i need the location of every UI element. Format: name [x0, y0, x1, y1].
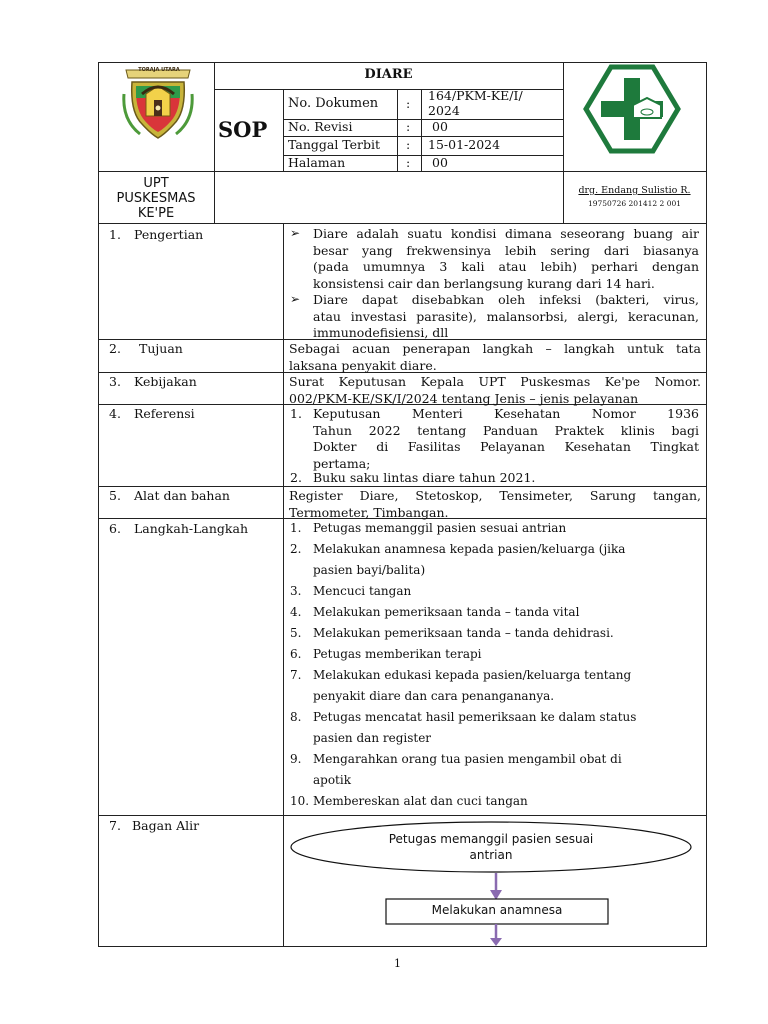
step-text: Melakukan edukasi kepada pasien/keluarga tentang	[313, 668, 632, 682]
step-number: 3.	[290, 584, 302, 598]
referensi-item-1	[313, 406, 699, 472]
flow-node-1-text	[290, 831, 692, 863]
text-line: Tahun 2022 tentang Panduan Praktek klinis bagi	[313, 422, 699, 438]
referensi-item-num: 2.	[290, 470, 302, 485]
table-border-top	[98, 62, 707, 63]
step-number: 8.	[290, 710, 302, 724]
text-line: pertama;	[313, 455, 371, 471]
signer-nip: 19750726 201412 2 001	[587, 199, 682, 208]
step-text: pasien bayi/balita)	[313, 563, 426, 577]
institution-line-3: KE'PE	[137, 206, 175, 221]
institution-line-1: UPT	[143, 176, 169, 191]
section-num: 3.	[109, 374, 121, 389]
row-rule-0	[98, 223, 707, 224]
section-label-bagan: Bagan Alir	[132, 818, 200, 833]
step-number: 4.	[290, 605, 302, 619]
step-text: Petugas memanggil pasien sesuai antrian	[313, 521, 567, 535]
step-text: Membereskan alat dan cuci tangan	[313, 794, 528, 808]
text-line: besar yang frekwensinya lebih sering dari biasanya	[313, 242, 699, 258]
referensi-item-2: Buku saku lintas diare tahun 2021.	[313, 470, 536, 485]
step-number: 6.	[290, 647, 302, 661]
field-value-dokumen-2: 2024	[428, 103, 460, 118]
section-num: 1.	[109, 227, 121, 242]
text-line: atau investasi parasite), malansorbsi, alergi, keracunan,	[313, 308, 699, 324]
step-text: penyakit diare dan cara penangananya.	[313, 689, 555, 703]
text-line: laksana penyakit diare.	[289, 357, 437, 373]
text-line: 002/PKM-KE/SK/I/2024 tentang Jenis – jenis pelayanan	[289, 390, 639, 406]
step-text: Melakukan pemeriksaan tanda – tanda vital	[313, 605, 580, 619]
section-num: 2.	[109, 341, 121, 356]
text-line: (pada umumnya 3 kali atau lebih) perhari dengan	[313, 259, 699, 274]
section-label-kebijakan: Kebijakan	[134, 374, 197, 389]
step-text: Petugas mencatat hasil pemeriksaan ke dalam status	[313, 710, 637, 724]
section-label-tujuan: Tujuan	[139, 341, 183, 356]
referensi-item-num: 1.	[290, 406, 302, 421]
field-label-dokumen: No. Dokumen	[288, 96, 379, 111]
header-divider-colon	[421, 89, 422, 171]
field-sep-halaman: :	[406, 155, 411, 170]
section-num: 7.	[109, 818, 121, 833]
field-label-revisi: No. Revisi	[288, 119, 353, 134]
pengertian-paragraph-1	[313, 226, 699, 292]
text-line: konsistensi cair dan berlangsung kurang dari 14 hari.	[313, 275, 655, 291]
field-sep-terbit: :	[406, 137, 411, 152]
step-number: 10.	[290, 794, 310, 808]
section-num: 5.	[109, 488, 121, 503]
text-line: Diare adalah suatu kondisi dimana seseorang buang air	[313, 226, 699, 241]
step-number: 5.	[290, 626, 302, 640]
sop-label: SOP	[218, 117, 268, 142]
step-number: 7.	[290, 668, 302, 682]
header-divider-sop	[283, 89, 284, 171]
section-label-alat: Alat dan bahan	[134, 488, 230, 503]
section-label-langkah: Langkah-Langkah	[134, 521, 248, 536]
kebijakan-text	[289, 374, 701, 407]
field-value-halaman: 00	[432, 155, 448, 170]
text-line: Dokter di Fasilitas Pelayanan Kesehatan Tingkat	[313, 439, 699, 454]
header-divider-1	[214, 62, 215, 223]
pengertian-paragraph-2	[313, 292, 699, 342]
step-text: Mengarahkan orang tua pasien mengambil obat di	[313, 752, 622, 766]
section-num: 6.	[109, 521, 121, 536]
text-line: antrian	[469, 848, 513, 862]
institution-name	[98, 176, 214, 221]
step-text: Mencuci tangan	[313, 584, 412, 598]
field-label-halaman: Halaman	[288, 155, 346, 170]
alat-text	[289, 488, 701, 521]
text-line: Petugas memanggil pasien sesuai	[388, 832, 594, 846]
text-line: Sebagai acuan penerapan langkah – langkah untuk tata	[289, 341, 701, 356]
step-text: apotik	[313, 773, 351, 787]
field-label-terbit: Tanggal Terbit	[288, 137, 381, 152]
field-value-terbit: 15-01-2024	[428, 137, 501, 152]
step-text: Melakukan pemeriksaan tanda – tanda dehidrasi.	[313, 626, 614, 640]
text-line: Register Diare, Stetoskop, Tensimeter, Sarung tangan,	[289, 488, 701, 503]
text-line: Surat Keputusan Kepala UPT Puskesmas Ke'pe Nomor.	[289, 374, 701, 389]
bullet-arrow: ➢	[290, 226, 301, 240]
page-number: 1	[394, 957, 401, 970]
step-text: Petugas memberikan terapi	[313, 647, 482, 661]
field-sep-dokumen: :	[406, 96, 411, 111]
text-line: Diare dapat disebabkan oleh infeksi (bakteri, virus,	[313, 292, 699, 307]
tujuan-text	[289, 341, 701, 374]
step-number: 2.	[290, 542, 302, 556]
table-border-bottom	[98, 946, 707, 947]
text-line: immunodefisiensi, dll	[313, 325, 449, 340]
text-line: Termometer, Timbangan.	[289, 504, 449, 520]
document-title: DIARE	[364, 67, 413, 82]
header-bottom-rule	[98, 171, 707, 172]
bullet-arrow: ➢	[290, 292, 301, 306]
field-value-dokumen-1: 164/PKM-KE/I/	[428, 88, 523, 103]
logo-text: TORAJA UTARA	[138, 67, 180, 73]
step-number: 1.	[290, 521, 302, 535]
section-label-pengertian: Pengertian	[134, 227, 204, 242]
header-divider-label	[397, 89, 398, 171]
step-number: 9.	[290, 752, 302, 766]
text-line: Keputusan Menteri Kesehatan Nomor 1936	[313, 406, 699, 421]
institution-line-2: PUSKESMAS	[116, 191, 196, 206]
section-num: 4.	[109, 406, 121, 421]
field-sep-revisi: :	[406, 119, 411, 134]
signer-name: drg. Endang Sulistio R.	[578, 185, 691, 196]
flow-arrow-head-2	[490, 938, 502, 946]
field-value-revisi: 00	[432, 119, 448, 134]
flow-node-2-text: Melakukan anamnesa	[431, 903, 563, 917]
section-label-referensi: Referensi	[134, 406, 195, 421]
step-text: Melakukan anamnesa kepada pasien/keluarga (jika	[313, 542, 626, 556]
step-text: pasien dan register	[313, 731, 432, 745]
puskesmas-logo	[583, 64, 681, 154]
regency-logo	[118, 64, 198, 144]
